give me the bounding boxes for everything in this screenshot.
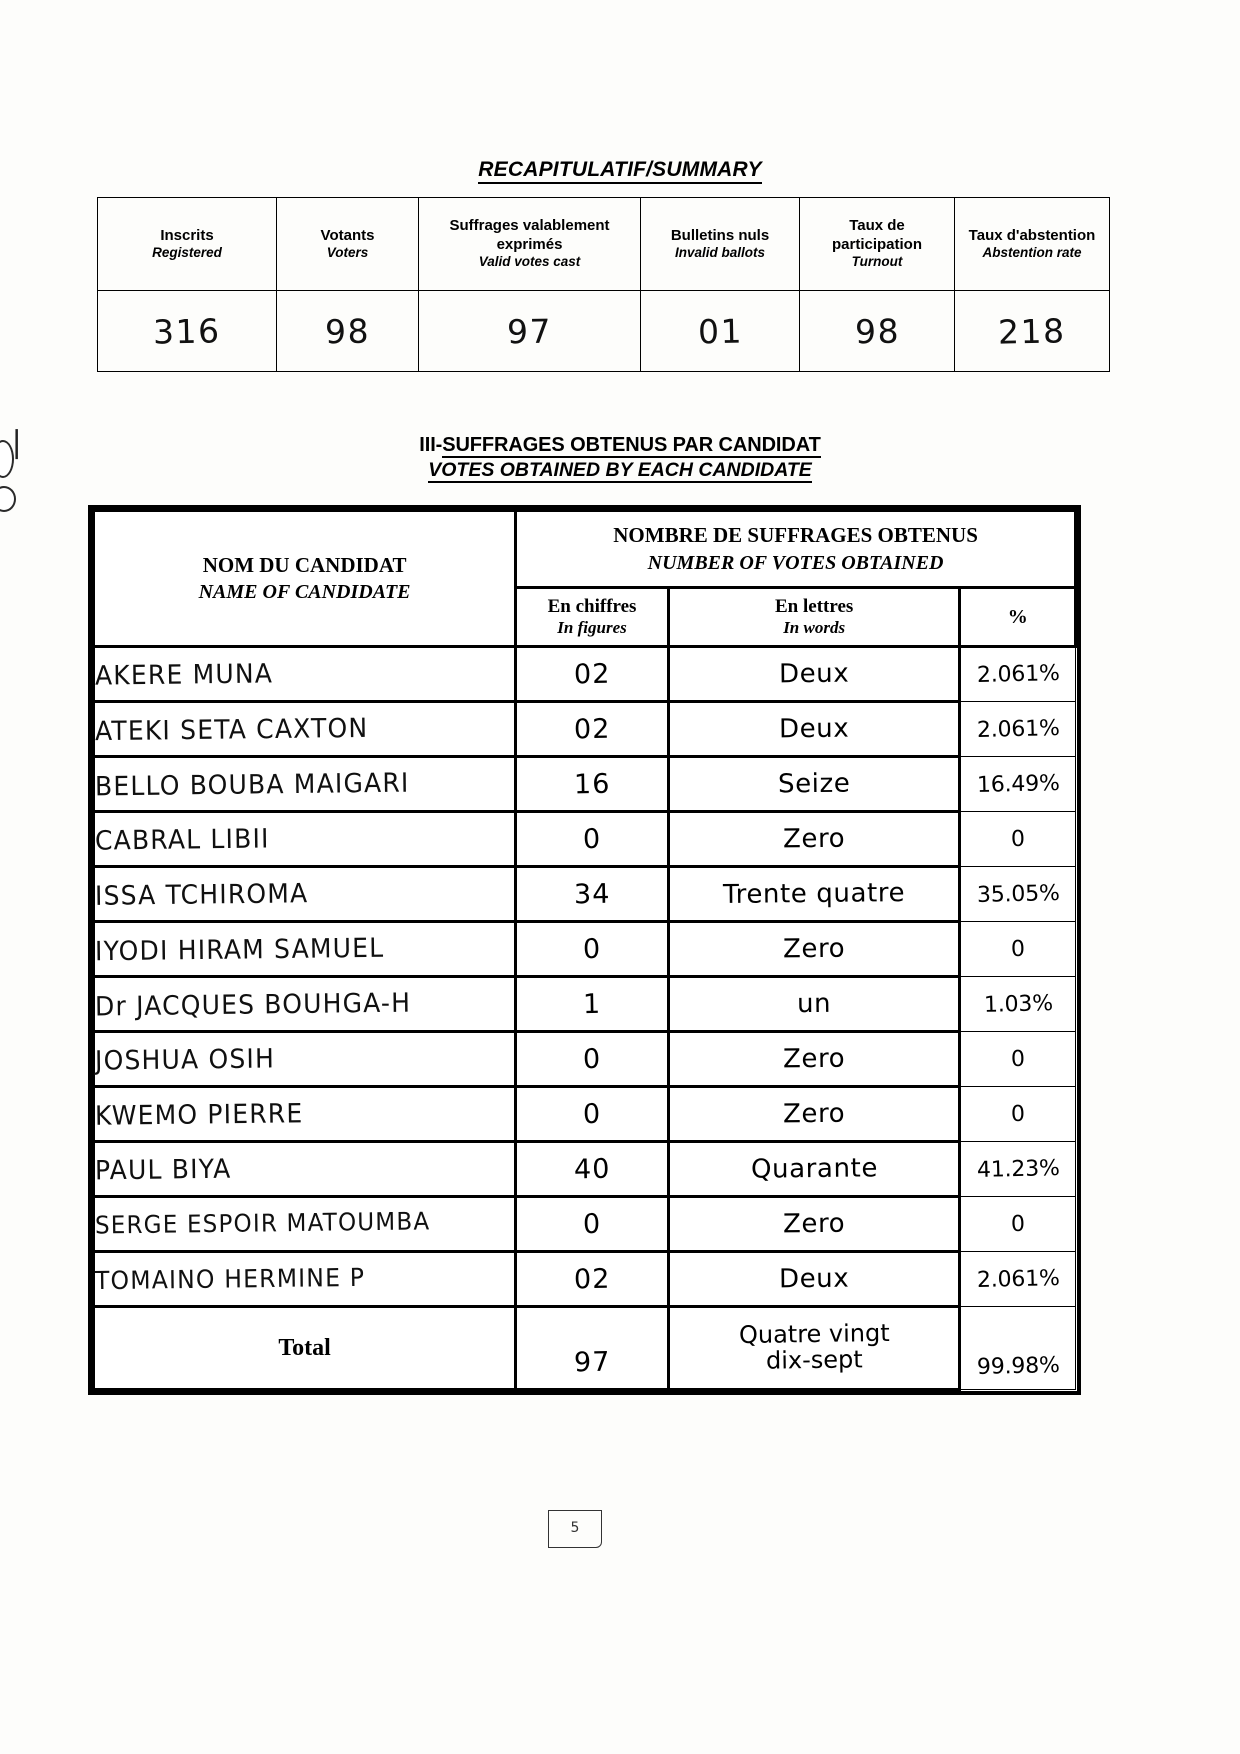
candidate-words-text: Quarante <box>750 1153 878 1185</box>
recap-title <box>0 158 1240 182</box>
header-in-figures-en: In figures <box>557 618 627 638</box>
summary-value-voters <box>277 291 419 372</box>
candidate-figures-text: 0 <box>582 1098 602 1130</box>
footer-page-tab <box>548 1510 602 1548</box>
footer-page-tab-text: 5 <box>570 1520 580 1536</box>
section-three-heading <box>0 432 1240 484</box>
candidate-name-text: ISSA TCHIROMA <box>94 877 309 911</box>
total-figures-text: 97 <box>573 1346 611 1378</box>
candidate-name-text: AKERE MUNA <box>94 657 274 691</box>
candidate-words-cell <box>668 812 959 867</box>
candidate-percent-cell <box>960 922 1076 977</box>
total-words-line2: dix-sept <box>765 1345 863 1375</box>
section-three-title-en: VOTES OBTAINED BY EACH CANDIDATE <box>428 459 812 482</box>
candidate-percent-cell <box>960 977 1076 1032</box>
candidate-percent-cell <box>960 1032 1076 1087</box>
candidate-percent-cell <box>960 867 1076 922</box>
candidate-name-cell <box>94 1142 516 1197</box>
summary-header-valid-votes <box>419 198 641 291</box>
candidate-percent-text: 16.49% <box>976 770 1060 798</box>
candidate-percent-text: 2.061% <box>976 715 1060 743</box>
candidate-name-text: PAUL BIYA <box>94 1152 232 1186</box>
candidate-percent-cell <box>960 757 1076 812</box>
candidate-name-cell <box>94 922 516 977</box>
candidate-figures-cell <box>516 1087 669 1142</box>
candidate-figures-text: 1 <box>582 988 602 1020</box>
candidate-figures-cell <box>516 977 669 1032</box>
candidate-words-cell <box>668 702 959 757</box>
candidate-percent-text: 0 <box>1010 936 1026 962</box>
section-three-line-en <box>0 458 1240 484</box>
header-in-words-en: In words <box>783 618 846 638</box>
candidate-words-text: Zero <box>782 823 846 855</box>
candidate-name-text: TOMAINO HERMINE P <box>94 1262 366 1296</box>
summary-header-registered <box>98 198 277 291</box>
candidate-figures-text: 0 <box>582 1208 602 1240</box>
candidates-table <box>92 509 1077 1391</box>
summary-header-abstention-en: Abstention rate <box>982 244 1082 260</box>
candidate-words-text: Zero <box>782 1098 846 1130</box>
candidate-figures-text: 0 <box>582 933 602 965</box>
candidate-figures-cell <box>516 922 669 977</box>
header-percent-text: % <box>1007 605 1028 628</box>
header-candidate-name-fr: NOM DU CANDIDAT <box>202 552 407 577</box>
summary-value-row <box>98 291 1110 372</box>
table-row <box>94 1252 1076 1307</box>
summary-header-valid-votes-fr: Suffrages valablement exprimés <box>449 217 610 253</box>
candidate-percent-text: 2.061% <box>976 1265 1060 1293</box>
table-row <box>94 812 1076 867</box>
summary-value-valid-votes <box>419 291 641 372</box>
candidate-percent-text: 41.23% <box>976 1155 1060 1183</box>
candidate-figures-cell <box>516 757 669 812</box>
candidate-percent-cell <box>960 702 1076 757</box>
candidate-words-text: Zero <box>782 1043 846 1075</box>
candidate-percent-text: 2.061% <box>976 660 1060 689</box>
recap-title-text: RECAPITULATIF/SUMMARY <box>478 158 761 184</box>
candidate-name-text: KWEMO PIERRE <box>94 1097 304 1131</box>
candidate-percent-cell <box>960 1252 1076 1307</box>
summary-header-invalid-ballots <box>641 198 800 291</box>
summary-header-registered-en: Registered <box>152 244 222 260</box>
summary-value-registered <box>98 291 277 372</box>
candidate-figures-text: 02 <box>573 1263 611 1295</box>
candidate-figures-text: 02 <box>573 713 611 745</box>
header-votes-obtained-en: NUMBER OF VOTES OBTAINED <box>647 551 944 574</box>
candidate-figures-text: 40 <box>573 1153 611 1185</box>
candidates-header-row-main <box>94 511 1076 588</box>
candidate-words-text: Zero <box>782 933 846 965</box>
punch-hole-bottom <box>0 486 16 512</box>
candidate-words-cell <box>668 922 959 977</box>
summary-value-registered-text: 316 <box>152 310 222 352</box>
candidate-percent-cell <box>960 812 1076 867</box>
candidate-figures-text: 34 <box>573 878 611 910</box>
candidate-words-cell <box>668 757 959 812</box>
candidate-name-cell <box>94 1087 516 1142</box>
candidate-words-cell <box>668 1197 959 1252</box>
header-in-words <box>668 588 959 647</box>
summary-value-abstention <box>955 291 1110 372</box>
header-in-figures-fr: En chiffres <box>547 596 637 618</box>
candidate-words-cell <box>668 1252 959 1307</box>
section-three-line-fr <box>0 432 1240 458</box>
table-row <box>94 1032 1076 1087</box>
candidate-name-cell <box>94 867 516 922</box>
candidate-figures-text: 02 <box>573 658 611 690</box>
total-figures-cell <box>516 1307 669 1390</box>
header-votes-obtained-fr: NOMBRE DE SUFFRAGES OBTENUS <box>613 523 978 548</box>
candidate-name-cell <box>94 1197 516 1252</box>
candidate-percent-text: 1.03% <box>983 990 1053 1018</box>
table-row <box>94 702 1076 757</box>
candidate-words-cell <box>668 977 959 1032</box>
table-row <box>94 1142 1076 1197</box>
total-percent-text: 99.98% <box>976 1352 1060 1380</box>
summary-header-registered-fr: Inscrits <box>160 226 214 244</box>
candidate-name-cell <box>94 647 516 702</box>
candidate-words-text: Deux <box>778 713 850 745</box>
summary-header-abstention-fr: Taux d'abstention <box>968 226 1096 244</box>
table-row <box>94 757 1076 812</box>
candidate-figures-cell <box>516 647 669 702</box>
table-row <box>94 922 1076 977</box>
summary-value-abstention-text: 218 <box>997 310 1067 352</box>
candidate-name-cell <box>94 977 516 1032</box>
candidate-figures-cell <box>516 812 669 867</box>
candidate-percent-text: 35.05% <box>976 880 1060 908</box>
candidate-percent-text: 0 <box>1010 1211 1026 1237</box>
candidate-words-text: Seize <box>777 768 851 800</box>
total-percent-cell <box>960 1307 1076 1390</box>
summary-value-turnout-text: 98 <box>854 311 900 351</box>
table-row <box>94 647 1076 702</box>
candidate-words-text: Deux <box>778 658 850 690</box>
candidate-name-text: IYODI HIRAM SAMUEL <box>94 931 385 967</box>
header-candidate-name-en: NAME OF CANDIDATE <box>198 581 411 604</box>
summary-value-voters-text: 98 <box>324 311 371 351</box>
candidate-words-text: Zero <box>782 1208 846 1240</box>
summary-header-voters <box>277 198 419 291</box>
margin-scan-artifact: ❘ <box>4 425 30 460</box>
summary-header-invalid-ballots-fr: Bulletins nuls <box>670 226 770 244</box>
total-words-cell <box>668 1307 959 1390</box>
candidate-name-text: SERGE ESPOIR MATOUMBA <box>94 1208 431 1240</box>
candidate-name-text: ATEKI SETA CAXTON <box>94 711 369 747</box>
candidate-words-cell <box>668 1142 959 1197</box>
table-row <box>94 867 1076 922</box>
candidate-percent-cell <box>960 1197 1076 1252</box>
candidate-figures-cell <box>516 1142 669 1197</box>
candidate-words-text: Deux <box>778 1263 850 1295</box>
candidate-figures-cell <box>516 1197 669 1252</box>
candidate-name-cell <box>94 1252 516 1307</box>
candidate-figures-text: 16 <box>573 768 611 800</box>
summary-value-turnout <box>800 291 955 372</box>
section-three-title-fr: SUFFRAGES OBTENUS PAR CANDIDAT <box>442 434 821 456</box>
candidate-percent-cell <box>960 1087 1076 1142</box>
candidate-figures-text: 0 <box>582 823 602 855</box>
candidate-words-cell <box>668 1032 959 1087</box>
total-label-text: Total <box>278 1334 331 1361</box>
section-three-number: III- <box>419 434 443 456</box>
candidate-percent-text: 0 <box>1010 826 1026 852</box>
summary-header-voters-en: Voters <box>326 244 369 260</box>
table-row <box>94 977 1076 1032</box>
summary-header-abstention <box>955 198 1110 291</box>
candidate-figures-cell <box>516 1252 669 1307</box>
header-votes-obtained <box>516 511 1076 588</box>
candidate-name-text: CABRAL LIBII <box>94 822 270 856</box>
summary-header-voters-fr: Votants <box>320 226 375 244</box>
summary-header-row <box>98 198 1110 291</box>
summary-header-turnout-fr: Taux de participation <box>831 217 922 253</box>
candidate-percent-cell <box>960 1142 1076 1197</box>
candidate-figures-cell <box>516 867 669 922</box>
candidate-name-cell <box>94 702 516 757</box>
candidate-words-text: un <box>796 988 832 1020</box>
candidate-name-cell <box>94 812 516 867</box>
candidate-name-cell <box>94 757 516 812</box>
candidate-figures-cell <box>516 1032 669 1087</box>
header-percent <box>960 588 1076 647</box>
summary-header-valid-votes-en: Valid votes cast <box>478 254 581 270</box>
table-row <box>94 1197 1076 1252</box>
candidate-name-text: Dr JACQUES BOUHGA-H <box>94 986 412 1022</box>
header-in-figures <box>516 588 669 647</box>
candidate-name-text: JOSHUA OSIH <box>94 1042 276 1076</box>
summary-header-turnout-en: Turnout <box>851 254 903 270</box>
summary-header-invalid-ballots-en: Invalid ballots <box>674 244 766 260</box>
candidate-percent-text: 0 <box>1010 1046 1026 1072</box>
header-in-words-fr: En lettres <box>775 596 854 618</box>
candidate-figures-text: 0 <box>582 1043 602 1075</box>
summary-value-invalid-ballots <box>641 291 800 372</box>
summary-table <box>97 197 1110 372</box>
total-words-line1: Quatre vingt <box>738 1319 890 1350</box>
candidates-table-wrapper <box>88 505 1081 1395</box>
candidate-name-text: BELLO BOUBA MAIGARI <box>94 766 410 802</box>
candidate-words-text: Trente quatre <box>722 878 906 910</box>
total-row <box>94 1307 1076 1390</box>
candidate-figures-cell <box>516 702 669 757</box>
table-row <box>94 1087 1076 1142</box>
candidate-name-cell <box>94 1032 516 1087</box>
candidate-words-cell <box>668 867 959 922</box>
summary-value-invalid-ballots-text: 01 <box>697 311 743 351</box>
summary-value-valid-votes-text: 97 <box>506 311 553 351</box>
candidate-percent-text: 0 <box>1010 1101 1026 1127</box>
candidate-words-cell <box>668 1087 959 1142</box>
total-label-cell <box>94 1307 516 1390</box>
candidate-words-cell <box>668 647 959 702</box>
candidate-percent-cell <box>960 647 1076 702</box>
summary-header-turnout <box>800 198 955 291</box>
header-candidate-name <box>94 511 516 647</box>
